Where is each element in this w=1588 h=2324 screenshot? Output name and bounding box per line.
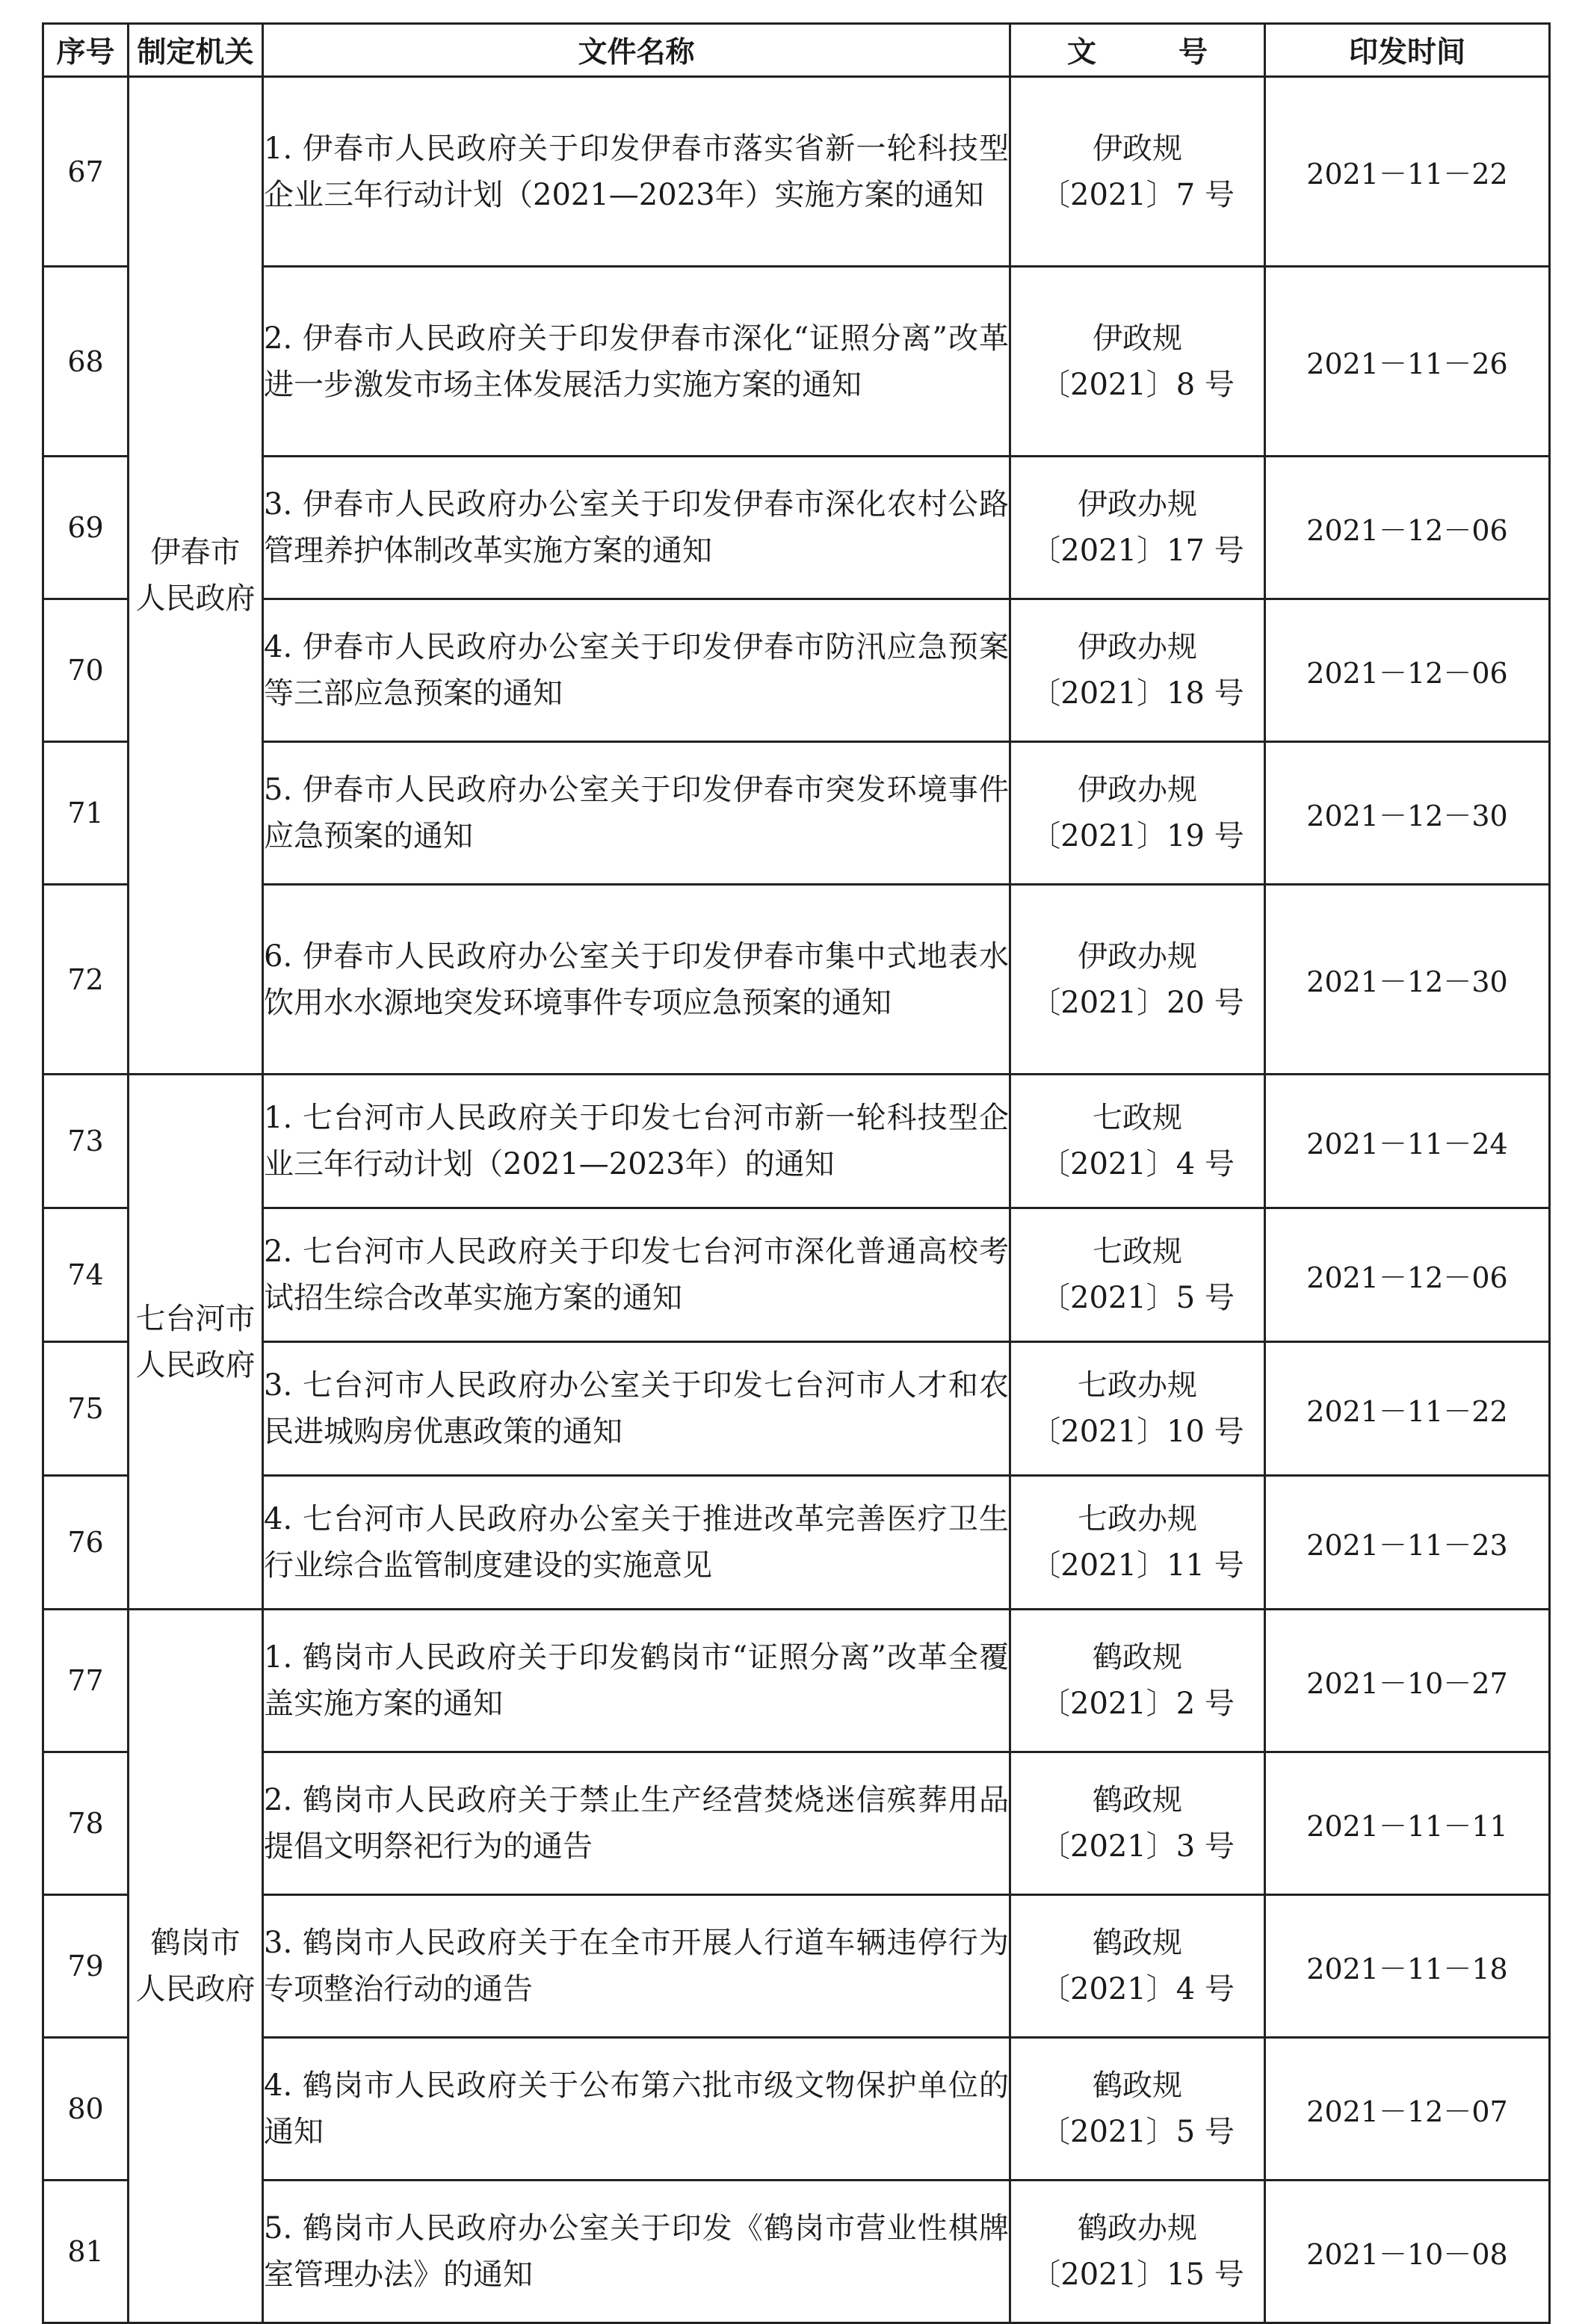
document-number xyxy=(1010,1752,1265,1895)
document-number-prefix: 鹤政规 xyxy=(1093,1783,1182,1817)
document-title: 2. 鹤岗市人民政府关于禁止生产经营焚烧迷信殡葬用品提倡文明祭祀行为的通告 xyxy=(263,1752,1010,1895)
document-title: 1. 鹤岗市人民政府关于印发鹤岗市“证照分离”改革全覆盖实施方案的通知 xyxy=(263,1610,1010,1752)
document-number-serial: 〔2021〕5 号 xyxy=(1040,2115,1235,2149)
document-title: 3. 鹤岗市人民政府关于在全市开展人行道车辆违停行为专项整治行动的通告 xyxy=(263,1895,1010,2038)
header-org: 制定机关 xyxy=(129,24,263,77)
issue-date: 2021－11－22 xyxy=(1265,1342,1550,1476)
document-number-serial: 〔2021〕8 号 xyxy=(1040,367,1235,402)
document-title: 1. 伊春市人民政府关于印发伊春市落实省新一轮科技型企业三年行动计划（2021—2023年）实施方案的通知 xyxy=(263,77,1010,267)
row-seq: 68 xyxy=(43,267,129,457)
row-seq: 78 xyxy=(43,1752,129,1895)
document-number xyxy=(1010,1208,1265,1342)
document-title: 4. 鹤岗市人民政府关于公布第六批市级文物保护单位的通知 xyxy=(263,2038,1010,2181)
table-row xyxy=(43,1895,1550,2038)
document-title: 5. 伊春市人民政府办公室关于印发伊春市突发环境事件应急预案的通知 xyxy=(263,742,1010,885)
table-row xyxy=(43,742,1550,885)
document-title: 3. 伊春市人民政府办公室关于印发伊春市深化农村公路管理养护体制改革实施方案的通知 xyxy=(263,457,1010,599)
document-number xyxy=(1010,1610,1265,1752)
issue-date: 2021－12－06 xyxy=(1265,457,1550,599)
issue-date: 2021－11－26 xyxy=(1265,267,1550,457)
row-seq: 73 xyxy=(43,1075,129,1208)
document-title: 2. 伊春市人民政府关于印发伊春市深化“证照分离”改革进一步激发市场主体发展活力实施方案的通知 xyxy=(263,267,1010,457)
row-seq: 69 xyxy=(43,457,129,599)
document-number-serial: 〔2021〕5 号 xyxy=(1040,1281,1235,1315)
issue-date: 2021－10－27 xyxy=(1265,1610,1550,1752)
issue-date: 2021－12－06 xyxy=(1265,1208,1550,1342)
issuing-authority: 鹤岗市 人民政府 xyxy=(129,1610,263,2323)
document-number-prefix: 七政办规 xyxy=(1078,1368,1197,1403)
document-number xyxy=(1010,742,1265,885)
document-number xyxy=(1010,2181,1265,2323)
document-number-serial: 〔2021〕11 号 xyxy=(1031,1548,1244,1583)
table-row xyxy=(43,77,1550,267)
document-number xyxy=(1010,77,1265,267)
row-seq: 77 xyxy=(43,1610,129,1752)
document-number-prefix: 七政规 xyxy=(1093,1234,1182,1269)
document-title: 1. 七台河市人民政府关于印发七台河市新一轮科技型企业三年行动计划（2021—2023年）的通知 xyxy=(263,1075,1010,1208)
document-number-prefix: 伊政规 xyxy=(1093,131,1182,166)
row-seq: 80 xyxy=(43,2038,129,2181)
issuing-authority: 伊春市 人民政府 xyxy=(129,77,263,1075)
document-title: 4. 伊春市人民政府办公室关于印发伊春市防汛应急预案等三部应急预案的通知 xyxy=(263,599,1010,742)
document-number-prefix: 鹤政办规 xyxy=(1078,2211,1197,2246)
document-number-prefix: 伊政规 xyxy=(1093,321,1182,356)
table-row xyxy=(43,599,1550,742)
document-number xyxy=(1010,267,1265,457)
table-row xyxy=(43,457,1550,599)
document-number xyxy=(1010,885,1265,1075)
table-row xyxy=(43,267,1550,457)
document-number-prefix: 七政办规 xyxy=(1078,1502,1197,1536)
document-table xyxy=(42,22,1551,2324)
table-row xyxy=(43,1752,1550,1895)
header-doc-number-hao: 号 xyxy=(1178,36,1208,69)
issue-date: 2021－10－08 xyxy=(1265,2181,1550,2323)
issue-date: 2021－12－30 xyxy=(1265,885,1550,1075)
table-row xyxy=(43,1342,1550,1476)
document-number-serial: 〔2021〕20 号 xyxy=(1031,985,1244,1020)
document-number-prefix: 伊政办规 xyxy=(1078,487,1197,522)
row-seq: 76 xyxy=(43,1476,129,1610)
document-number xyxy=(1010,599,1265,742)
header-date: 印发时间 xyxy=(1265,24,1550,77)
issue-date: 2021－11－11 xyxy=(1265,1752,1550,1895)
document-number-prefix: 伊政办规 xyxy=(1078,939,1197,974)
table-row xyxy=(43,1476,1550,1610)
table-row xyxy=(43,2181,1550,2323)
document-title: 6. 伊春市人民政府办公室关于印发伊春市集中式地表水饮用水水源地突发环境事件专项应急预案的通知 xyxy=(263,885,1010,1075)
document-number xyxy=(1010,1075,1265,1208)
document-number-prefix: 鹤政规 xyxy=(1093,1640,1182,1675)
document-number-prefix: 伊政办规 xyxy=(1078,630,1197,664)
document-number-prefix: 七政规 xyxy=(1093,1101,1182,1135)
header-title: 文件名称 xyxy=(263,24,1010,77)
row-seq: 79 xyxy=(43,1895,129,2038)
document-number-prefix: 伊政办规 xyxy=(1078,773,1197,807)
header-doc-number xyxy=(1010,24,1265,77)
document-number xyxy=(1010,1342,1265,1476)
document-number-serial: 〔2021〕18 号 xyxy=(1031,676,1244,711)
issue-date: 2021－12－07 xyxy=(1265,2038,1550,2181)
header-row xyxy=(43,24,1550,77)
row-seq: 75 xyxy=(43,1342,129,1476)
document-number-prefix: 鹤政规 xyxy=(1093,2068,1182,2103)
document-title: 3. 七台河市人民政府办公室关于印发七台河市人才和农民进城购房优惠政策的通知 xyxy=(263,1342,1010,1476)
document-number-serial: 〔2021〕3 号 xyxy=(1040,1829,1235,1864)
document-number-serial: 〔2021〕19 号 xyxy=(1031,819,1244,853)
issue-date: 2021－11－18 xyxy=(1265,1895,1550,2038)
document-number xyxy=(1010,2038,1265,2181)
document-number xyxy=(1010,457,1265,599)
table-row xyxy=(43,1075,1550,1208)
document-title: 4. 七台河市人民政府办公室关于推进改革完善医疗卫生行业综合监管制度建设的实施意见 xyxy=(263,1476,1010,1610)
table-row xyxy=(43,1610,1550,1752)
header-seq: 序号 xyxy=(43,24,129,77)
document-number-serial: 〔2021〕10 号 xyxy=(1031,1415,1244,1449)
row-seq: 70 xyxy=(43,599,129,742)
row-seq: 74 xyxy=(43,1208,129,1342)
document-number-serial: 〔2021〕2 号 xyxy=(1040,1687,1235,1721)
issue-date: 2021－12－30 xyxy=(1265,742,1550,885)
document-number xyxy=(1010,1476,1265,1610)
document-number-serial: 〔2021〕15 号 xyxy=(1031,2257,1244,2292)
row-seq: 67 xyxy=(43,77,129,267)
issue-date: 2021－12－06 xyxy=(1265,599,1550,742)
header-doc-number-wen: 文 xyxy=(1066,36,1096,69)
row-seq: 71 xyxy=(43,742,129,885)
table-row xyxy=(43,2038,1550,2181)
document-title: 5. 鹤岗市人民政府办公室关于印发《鹤岗市营业性棋牌室管理办法》的通知 xyxy=(263,2181,1010,2323)
issue-date: 2021－11－23 xyxy=(1265,1476,1550,1610)
table-row xyxy=(43,1208,1550,1342)
document-number xyxy=(1010,1895,1265,2038)
document-number-serial: 〔2021〕7 号 xyxy=(1040,177,1235,212)
table-row xyxy=(43,885,1550,1075)
document-number-serial: 〔2021〕17 号 xyxy=(1031,534,1244,568)
document-number-serial: 〔2021〕4 号 xyxy=(1040,1147,1235,1181)
document-number-prefix: 鹤政规 xyxy=(1093,1926,1182,1960)
row-seq: 81 xyxy=(43,2181,129,2323)
issuing-authority: 七台河市 人民政府 xyxy=(129,1075,263,1610)
row-seq: 72 xyxy=(43,885,129,1075)
issue-date: 2021－11－24 xyxy=(1265,1075,1550,1208)
issue-date: 2021－11－22 xyxy=(1265,77,1550,267)
document-title: 2. 七台河市人民政府关于印发七台河市深化普通高校考试招生综合改革实施方案的通知 xyxy=(263,1208,1010,1342)
document-number-serial: 〔2021〕4 号 xyxy=(1040,1972,1235,2006)
